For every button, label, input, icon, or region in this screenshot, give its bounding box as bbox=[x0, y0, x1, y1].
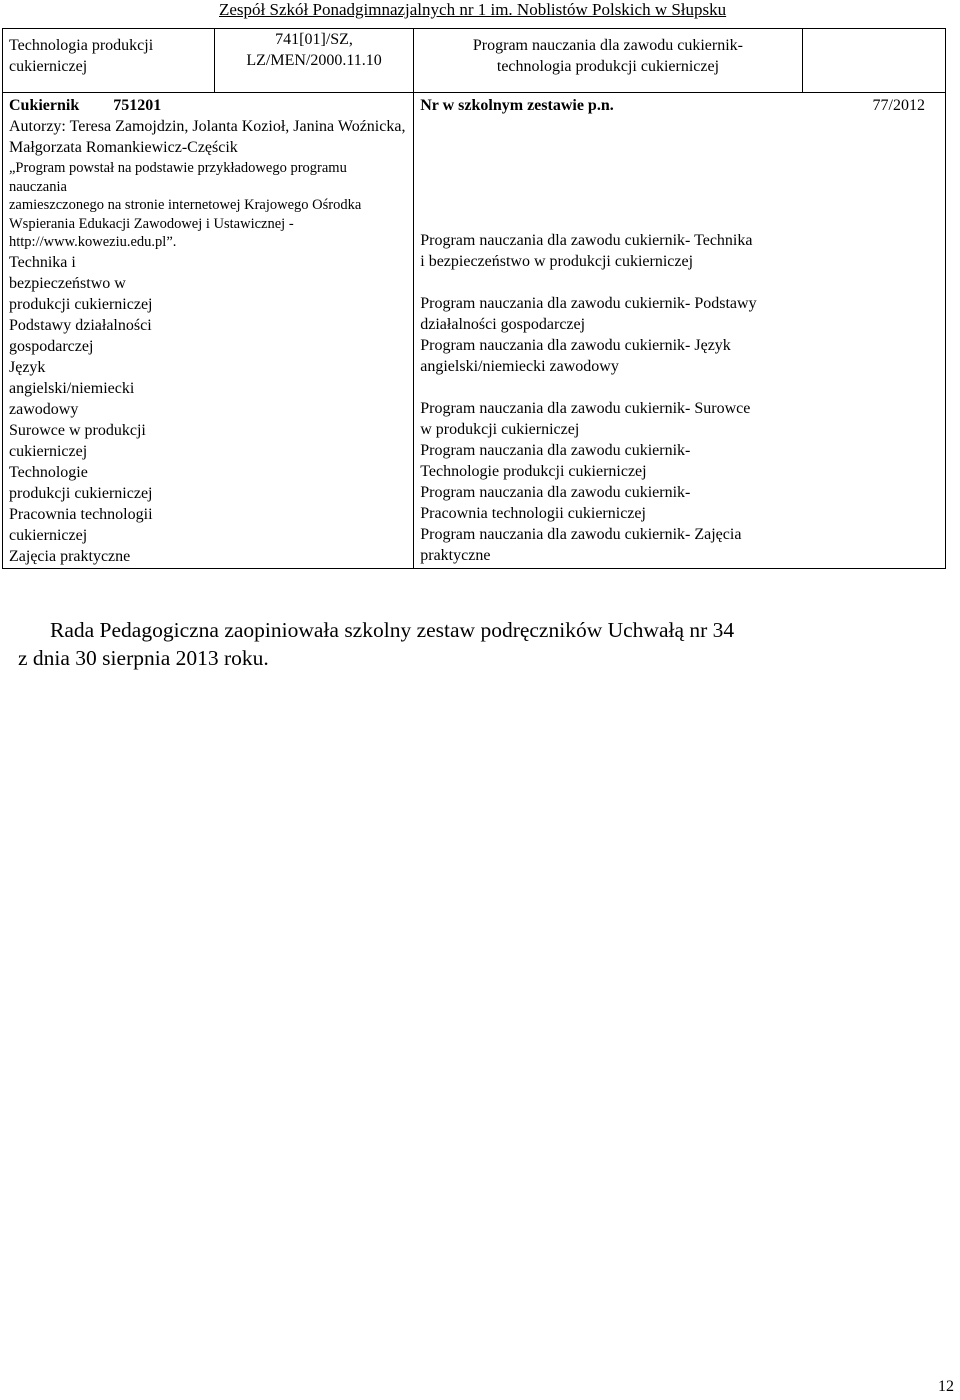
authors bbox=[9, 116, 407, 158]
textbook-table bbox=[2, 28, 946, 569]
subject-line: cukierniczej bbox=[9, 58, 88, 75]
list-item bbox=[9, 546, 184, 567]
subject-text: angielski/niemiecki bbox=[9, 379, 135, 397]
note-line: zamieszczonego na stronie internetowej Krajowego Ośrodka bbox=[9, 197, 362, 213]
nr-row bbox=[420, 95, 939, 116]
resolution-note bbox=[18, 616, 918, 672]
subject-text: gospodarczej bbox=[9, 337, 94, 355]
subject-text: Podstawy działalności bbox=[9, 316, 152, 334]
profession-line bbox=[9, 95, 407, 116]
list-item bbox=[9, 315, 184, 357]
list-item bbox=[420, 482, 810, 524]
subject-cell bbox=[3, 29, 215, 93]
list-item bbox=[9, 252, 184, 315]
list-item bbox=[9, 420, 184, 462]
list-item bbox=[420, 398, 810, 440]
program-text: Program nauczania dla zawodu cukiernik- bbox=[420, 484, 691, 501]
subject-text: Język bbox=[9, 358, 46, 376]
subject-text: produkcji cukierniczej bbox=[9, 484, 153, 502]
subject-text: bezpieczeństwo w bbox=[9, 274, 126, 292]
program-text: i bezpieczeństwo w produkcji cukierniczej bbox=[420, 253, 694, 270]
authors-line: Małgorzata Romankiewicz-Częścik bbox=[9, 139, 238, 156]
list-item bbox=[420, 524, 810, 566]
table-row-main bbox=[3, 93, 946, 569]
list-item bbox=[420, 230, 810, 272]
program-text: Program nauczania dla zawodu cukiernik- Technika bbox=[420, 232, 753, 249]
program-text: Technologie produkcji cukierniczej bbox=[420, 463, 647, 480]
resolution-line: Rada Pedagogiczna zaopiniowała szkolny zestaw podręczników Uchwałą nr 34 bbox=[50, 618, 735, 642]
program-text: Pracownia technologii cukierniczej bbox=[420, 505, 646, 522]
note-line: http://www.koweziu.edu.pl”. bbox=[9, 234, 177, 250]
resolution-line: z dnia 30 sierpnia 2013 roku. bbox=[18, 646, 269, 670]
subject-text: Zajęcia praktyczne bbox=[9, 547, 131, 565]
subject-text: cukierniczej bbox=[9, 526, 88, 544]
school-header: Zespół Szkół Ponadgimnazjalnych nr 1 im. Noblistów Polskich w Słupsku bbox=[219, 0, 727, 19]
program-title-line: technologia produkcji cukierniczej bbox=[496, 58, 720, 75]
subject-text: Surowce w produkcji bbox=[9, 421, 146, 439]
program-list bbox=[420, 230, 810, 566]
program-code-cell bbox=[214, 29, 413, 93]
subject-text: zawodowy bbox=[9, 400, 79, 418]
subject-list bbox=[9, 252, 184, 567]
note-line: „Program powstał na podstawie przykładowego programu nauczania bbox=[9, 160, 347, 195]
programs-cell bbox=[414, 93, 946, 569]
authors-line: Autorzy: Teresa Zamojdzin, Jolanta Kozioł, Janina Woźnicka, bbox=[9, 118, 406, 135]
nr-value: 77/2012 bbox=[872, 97, 925, 114]
program-text: działalności gospodarczej bbox=[420, 316, 586, 333]
subject-text: Pracownia technologii bbox=[9, 505, 153, 523]
program-title-cell bbox=[414, 29, 802, 93]
program-text: Program nauczania dla zawodu cukiernik- Język bbox=[420, 337, 731, 354]
program-text: w produkcji cukierniczej bbox=[420, 421, 580, 438]
program-text: praktyczne bbox=[420, 547, 491, 564]
list-item bbox=[9, 504, 184, 546]
list-item bbox=[9, 462, 184, 504]
list-item bbox=[420, 440, 810, 482]
subject-text: produkcji cukierniczej bbox=[9, 295, 153, 313]
table-row-top bbox=[3, 29, 946, 93]
program-text: Program nauczania dla zawodu cukiernik- Surowce bbox=[420, 400, 751, 417]
nr-label: Nr w szkolnym zestawie p.n. bbox=[420, 97, 614, 114]
program-text: Program nauczania dla zawodu cukiernik- Podstawy bbox=[420, 295, 757, 312]
subject-text: Technika i bbox=[9, 253, 76, 271]
program-text: Program nauczania dla zawodu cukiernik- Zajęcia bbox=[420, 526, 742, 543]
program-text: angielski/niemiecki zawodowy bbox=[420, 358, 619, 375]
program-note bbox=[9, 159, 407, 252]
subject-text: cukierniczej bbox=[9, 442, 88, 460]
program-code-line: 741[01]/SZ, bbox=[275, 31, 353, 48]
program-text: Program nauczania dla zawodu cukiernik- bbox=[420, 442, 691, 459]
profession-code: 751201 bbox=[113, 97, 162, 114]
list-item bbox=[420, 335, 810, 377]
note-line: Wspierania Edukacji Zawodowej i Ustawicznej - bbox=[9, 215, 294, 232]
program-title-line: Program nauczania dla zawodu cukiernik- bbox=[472, 37, 743, 54]
profession-name: Cukiernik bbox=[9, 97, 80, 114]
list-item bbox=[9, 357, 184, 420]
empty-cell bbox=[802, 29, 945, 93]
subject-text: Technologie bbox=[9, 463, 88, 481]
list-item bbox=[420, 293, 810, 335]
curriculum-cell bbox=[3, 93, 414, 569]
subject-line: Technologia produkcji bbox=[9, 37, 154, 54]
page-number: 12 bbox=[938, 1378, 954, 1395]
program-code-line: LZ/MEN/2000.11.10 bbox=[246, 52, 382, 69]
